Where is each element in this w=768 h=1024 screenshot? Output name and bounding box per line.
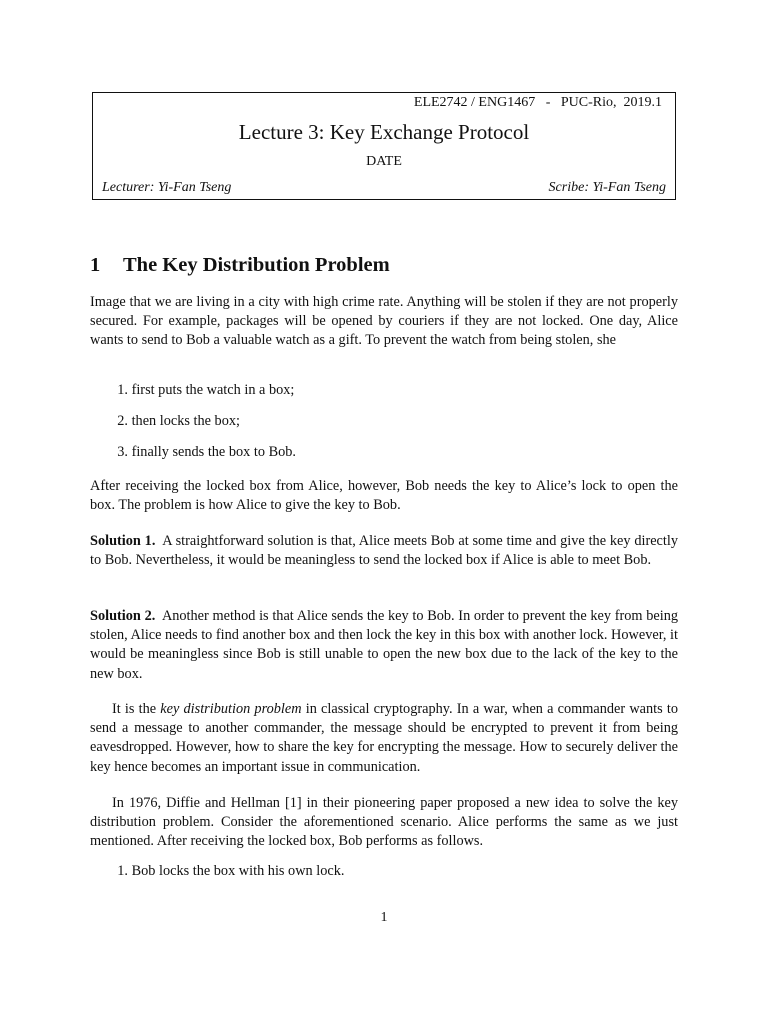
scribe-name: Scribe: Yi-Fan Tseng: [548, 180, 666, 195]
solution-2-text: Another method is that Alice sends the key to Bob. In order to prevent the key from being stolen, Alice needs to find another box and then lock the key in this box with another lock. However, it would be meaningless since Bob is still unable to open the new box due to the lack of the key to the new box.: [90, 608, 678, 682]
intro-paragraph: Image that we are living in a city with high crime rate. Anything will be stolen if they are not properly secured. For example, packages will be opened by couriers if they are not locked. One day, Alice wants to send to Bob a valuable watch as a gift. To prevent the watch from being stolen, she: [90, 294, 678, 349]
list-item: 1. first puts the watch in a box;: [117, 382, 295, 398]
after-receiving-paragraph: After receiving the locked box from Alice, however, Bob needs the key to Alice’s lock to open the box. The problem is how Alice to give the key to Bob.: [90, 478, 678, 514]
lecture-header-box: [92, 92, 676, 200]
section-number: 1: [90, 254, 101, 276]
lecturer-name: Lecturer: Yi-Fan Tseng: [102, 180, 232, 195]
lecture-title: Lecture 3: Key Exchange Protocol: [238, 120, 530, 144]
course-info: ELE2742 / ENG1467 - PUC-Rio, 2019.1: [413, 95, 662, 110]
key-distribution-term: key distribution problem: [160, 701, 302, 717]
key-distribution-paragraph: It is the key distribution problem in classical cryptography. In a war, when a commander wants to send a message to another commander, the message should be encrypted to prevent it from being eavesdropped. However, how to share the key for encrypting the message. How to securely deliver the key hence becomes an important issue in communication.: [90, 701, 678, 775]
solution-1-paragraph: [90, 532, 678, 570]
solution-1-label: Solution 1.: [90, 533, 156, 549]
solution-2-paragraph: [90, 607, 678, 684]
section-title: The Key Distribution Problem: [123, 254, 390, 276]
list-item: 3. finally sends the box to Bob.: [117, 444, 296, 460]
list-item: 1. Bob locks the box with his own lock.: [117, 863, 345, 879]
lecture-date: DATE: [366, 154, 402, 169]
list-item: 2. then locks the box;: [117, 413, 240, 429]
page-number: 1: [380, 910, 388, 925]
diffie-hellman-paragraph: In 1976, Diffie and Hellman [1] in their pioneering paper proposed a new idea to solve the key distribution problem. Consider the aforementioned scenario. Alice performs the same as we just mentioned. After receiving the locked box, Bob performs as follows.: [90, 795, 678, 850]
solution-2-label: Solution 2.: [90, 608, 156, 624]
solution-1-text: A straightforward solution is that, Alice meets Bob at some time and give the key directly to Bob. Nevertheless, it would be meaningless to send the locked box if Alice is able to meet Bob.: [90, 533, 678, 569]
section-heading: [90, 254, 390, 277]
